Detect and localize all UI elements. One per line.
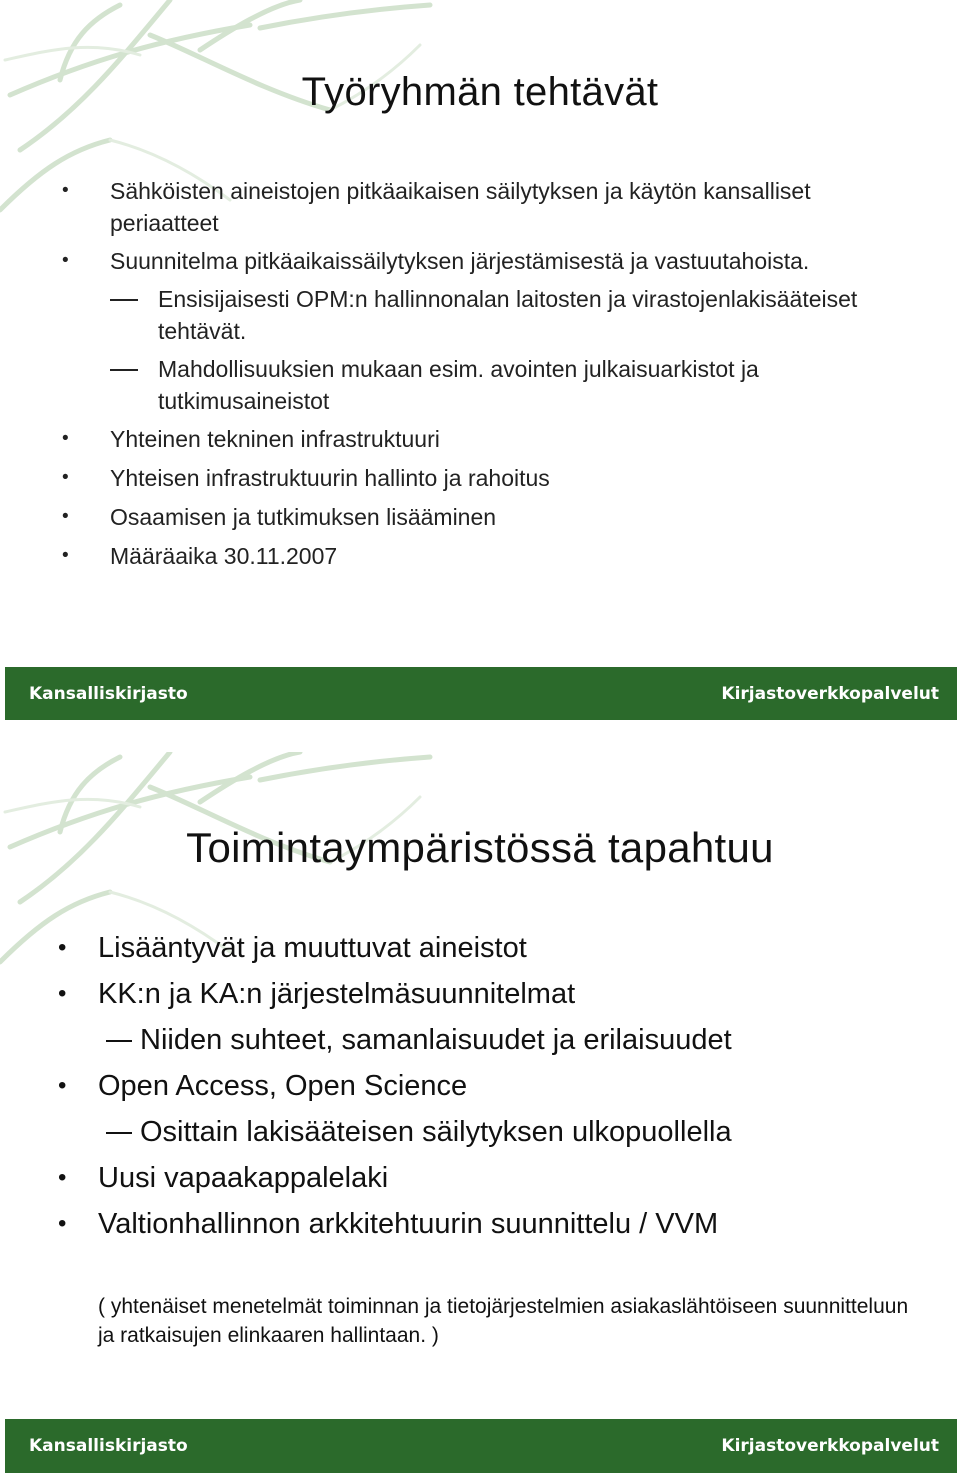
- footer-bar: [5, 667, 957, 720]
- bullet-list: [58, 928, 938, 1250]
- list-item: Mahdollisuuksien mukaan esim. avointen julkaisuarkistot ja tutkimusaineistot: [62, 353, 922, 417]
- list-item: • Sähköisten aineistojen pitkäaikaisen säilytyksen ja käytön kansalliset periaatteet: [62, 175, 922, 239]
- list-item: • Open Access, Open Science: [58, 1066, 938, 1106]
- list-item: • Määräaika 30.11.2007: [62, 540, 922, 572]
- footer-right-logo: Kirjastoverkkopalvelut: [721, 684, 939, 704]
- list-item: • Suunnitelma pitkäaikaissäilytyksen järjestämisestä ja vastuutahoista.: [62, 245, 922, 277]
- list-item: • Yhteisen infrastruktuurin hallinto ja rahoitus: [62, 462, 922, 494]
- list-item: • Lisääntyvät ja muuttuvat aineistot: [58, 928, 938, 968]
- list-item: • Valtionhallinnon arkkitehtuurin suunnittelu / VVM: [58, 1204, 938, 1244]
- footnote-text: ( yhtenäiset menetelmät toiminnan ja tietojärjestelmien asiakaslähtöiseen suunnitteluun ja ratkaisujen elinkaaren hallintaan. ): [98, 1295, 909, 1347]
- list-item: • Yhteinen tekninen infrastruktuuri: [62, 423, 922, 455]
- list-item: Niiden suhteet, samanlaisuudet ja erilaisuudet: [58, 1020, 938, 1060]
- footer-bar: [5, 1419, 957, 1473]
- bullet-list: [62, 175, 922, 579]
- slide-2: [0, 752, 960, 1480]
- slide-1: [0, 0, 960, 722]
- footer-right-logo: Kirjastoverkkopalvelut: [721, 1436, 939, 1456]
- list-item: • KK:n ja KA:n järjestelmäsuunnitelmat: [58, 974, 938, 1014]
- slide-title: Työryhmän tehtävät: [301, 70, 659, 114]
- list-item: • Uusi vapaakappalelaki: [58, 1158, 938, 1198]
- footer-left-logo: Kansalliskirjasto: [29, 684, 188, 704]
- list-item: Osittain lakisääteisen säilytyksen ulkopuollella: [58, 1112, 938, 1152]
- list-item: Ensisijaisesti OPM:n hallinnonalan laitosten ja virastojenlakisääteiset tehtävät.: [62, 283, 922, 347]
- slide-title: Toimintaympäristössä tapahtuu: [186, 824, 774, 871]
- list-item: • Osaamisen ja tutkimuksen lisääminen: [62, 501, 922, 533]
- footer-left-logo: Kansalliskirjasto: [29, 1436, 188, 1456]
